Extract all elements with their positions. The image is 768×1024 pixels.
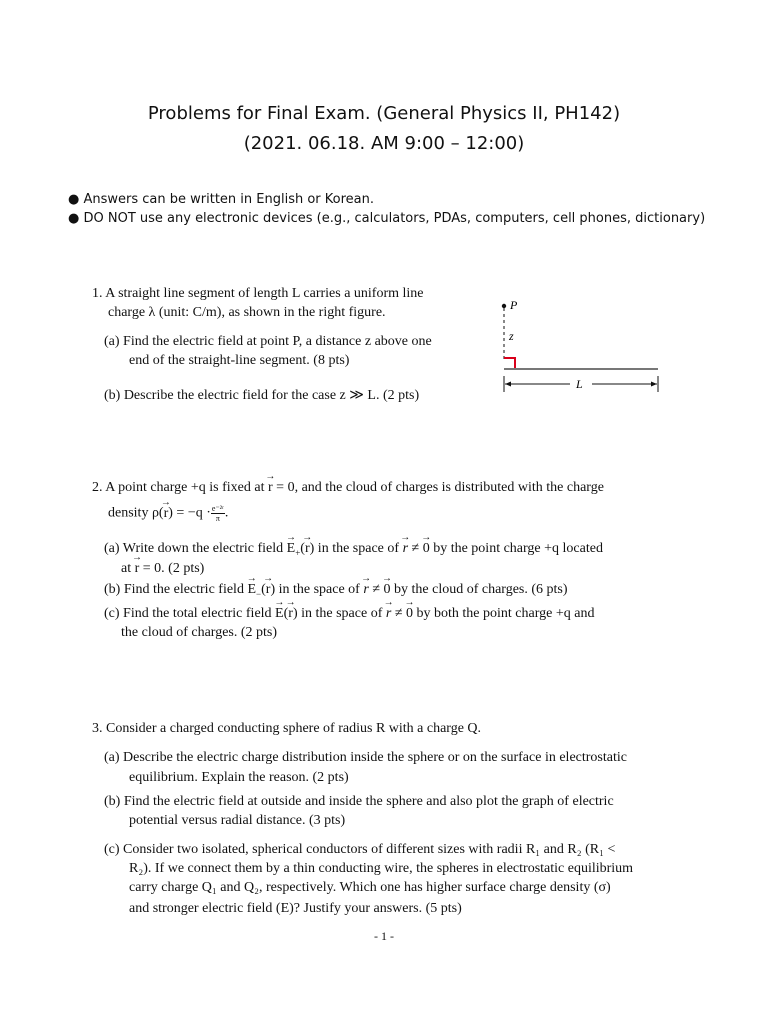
- note-text: Answers can be written in English or Korean.: [83, 192, 375, 207]
- problem3-part-c-line3: carry charge Q₁ and Q₂, respectively. Which one has higher surface charge density (σ): [129, 880, 611, 895]
- page-number: - 1 -: [374, 929, 394, 943]
- text-run: (: [300, 541, 305, 556]
- problem3-stem: 3. Consider a charged conducting sphere of radius R with a charge Q.: [92, 721, 482, 736]
- text-run: ≠: [408, 541, 423, 556]
- right-angle-marker: [504, 358, 515, 368]
- text-run: (a) Write down the electric field: [104, 541, 287, 556]
- label-p: P: [510, 298, 518, 312]
- fraction-denominator: π: [215, 514, 220, 523]
- text-run: ≠: [391, 606, 407, 621]
- text-run: ) = −q ·: [168, 505, 211, 521]
- problem3-part-b-line2: potential versus radial distance. (3 pts): [129, 813, 346, 828]
- vector-r: → r: [268, 480, 273, 496]
- problem1-part-b: (b) Describe the electric field for the case z ≫ L. (2 pts): [104, 388, 420, 403]
- subscript: −: [256, 588, 262, 599]
- problem1-stem-line2: charge λ (unit: C/m), as shown in the right figure.: [108, 305, 386, 320]
- problem2-part-a-line2: [121, 561, 204, 577]
- vector-e: → E: [275, 606, 284, 622]
- fraction-numerator: e⁻²ʳ: [211, 504, 224, 513]
- problem1-stem-line1: 1. A straight line segment of length L carries a uniform line: [92, 286, 424, 301]
- text-run: = 0. (2 pts): [139, 561, 205, 576]
- arrow-right-icon: [651, 382, 657, 387]
- label-l: L: [576, 377, 583, 391]
- text-run: = 0, and the cloud of charges is distributed with the charge: [272, 480, 604, 495]
- text-run: ) in the space of: [309, 541, 403, 556]
- text-run: (b) Find the electric field: [104, 582, 248, 597]
- problem2-density: [108, 504, 228, 523]
- vector-r: → r: [363, 582, 368, 598]
- vector-r: → r: [164, 506, 169, 522]
- problem2-part-a-line1: [104, 541, 603, 558]
- problem3-part-a-line2: equilibrium. Explain the reason. (2 pts): [129, 770, 349, 785]
- vector-r: → r: [386, 606, 391, 622]
- point-p: [502, 304, 506, 308]
- exam-date: (2021. 06.18. AM 9:00 – 12:00): [243, 133, 525, 154]
- vector-r: → r: [305, 541, 310, 557]
- bullet-icon: ●: [68, 192, 80, 207]
- vector-zero: → 0: [384, 582, 391, 598]
- text-run: at: [121, 561, 135, 576]
- vector-zero: → 0: [423, 541, 430, 557]
- text-run: (: [261, 582, 266, 597]
- text-run: by both the point charge +q and: [413, 606, 595, 621]
- problem2-part-c-line2: the cloud of charges. (2 pts): [121, 625, 278, 640]
- note-text: DO NOT use any electronic devices (e.g., calculators, PDAs, computers, cell phones, dictionary): [83, 211, 706, 226]
- problem1-part-a-line1: (a) Find the electric field at point P, a distance z above one: [104, 334, 432, 349]
- text-run: .: [224, 505, 229, 521]
- text-run: ≠: [368, 582, 384, 597]
- note-language: [68, 192, 374, 207]
- vector-r: → r: [135, 561, 140, 577]
- density-fraction: [211, 504, 225, 523]
- line-segment-figure: [492, 292, 672, 402]
- text-run: by the point charge +q located: [429, 541, 603, 556]
- bullet-icon: ●: [68, 211, 80, 226]
- vector-r: → r: [266, 582, 271, 598]
- problem3-part-c-line1: (c) Consider two isolated, spherical conductors of different sizes with radii R₁ and R₂ (R₁ <: [104, 842, 616, 857]
- vector-r: → r: [403, 541, 408, 557]
- arrow-left-icon: [505, 382, 511, 387]
- problem2-part-c-line1: [104, 606, 594, 622]
- label-z: z: [509, 329, 514, 343]
- problem3-part-c-line4: and stronger electric field (E)? Justify your answers. (5 pts): [129, 901, 462, 916]
- problem2-stem-line1: [92, 480, 604, 496]
- text-run: ) in the space of: [292, 606, 386, 621]
- problem3-part-b-line1: (b) Find the electric field at outside and inside the sphere and also plot the graph of electric: [104, 794, 614, 809]
- text-run: density ρ(: [108, 505, 164, 521]
- note-devices: [68, 211, 705, 226]
- page-title: Problems for Final Exam. (General Physics II, PH142): [147, 103, 621, 124]
- problem3-part-c-line2: R₂). If we connect them by a thin conducting wire, the spheres in electrostatic equilibrium: [129, 861, 634, 876]
- vector-r: → r: [288, 606, 293, 622]
- text-run: (: [283, 606, 289, 621]
- problem2-part-b: [104, 582, 568, 599]
- text-run: 2. A point charge +q is fixed at: [92, 480, 268, 495]
- subscript: +: [295, 547, 301, 558]
- vector-e: → E: [287, 541, 296, 557]
- text-run: (c) Find the total electric field: [104, 606, 276, 621]
- text-run: ) in the space of: [270, 582, 364, 597]
- problem3-part-a-line1: (a) Describe the electric charge distribution inside the sphere or on the surface in electrostatic: [104, 750, 627, 765]
- problem1-part-a-line2: end of the straight-line segment. (8 pts): [129, 353, 350, 368]
- vector-zero: → 0: [406, 606, 413, 622]
- vector-e: → E: [247, 582, 256, 598]
- text-run: by the cloud of charges. (6 pts): [390, 582, 568, 597]
